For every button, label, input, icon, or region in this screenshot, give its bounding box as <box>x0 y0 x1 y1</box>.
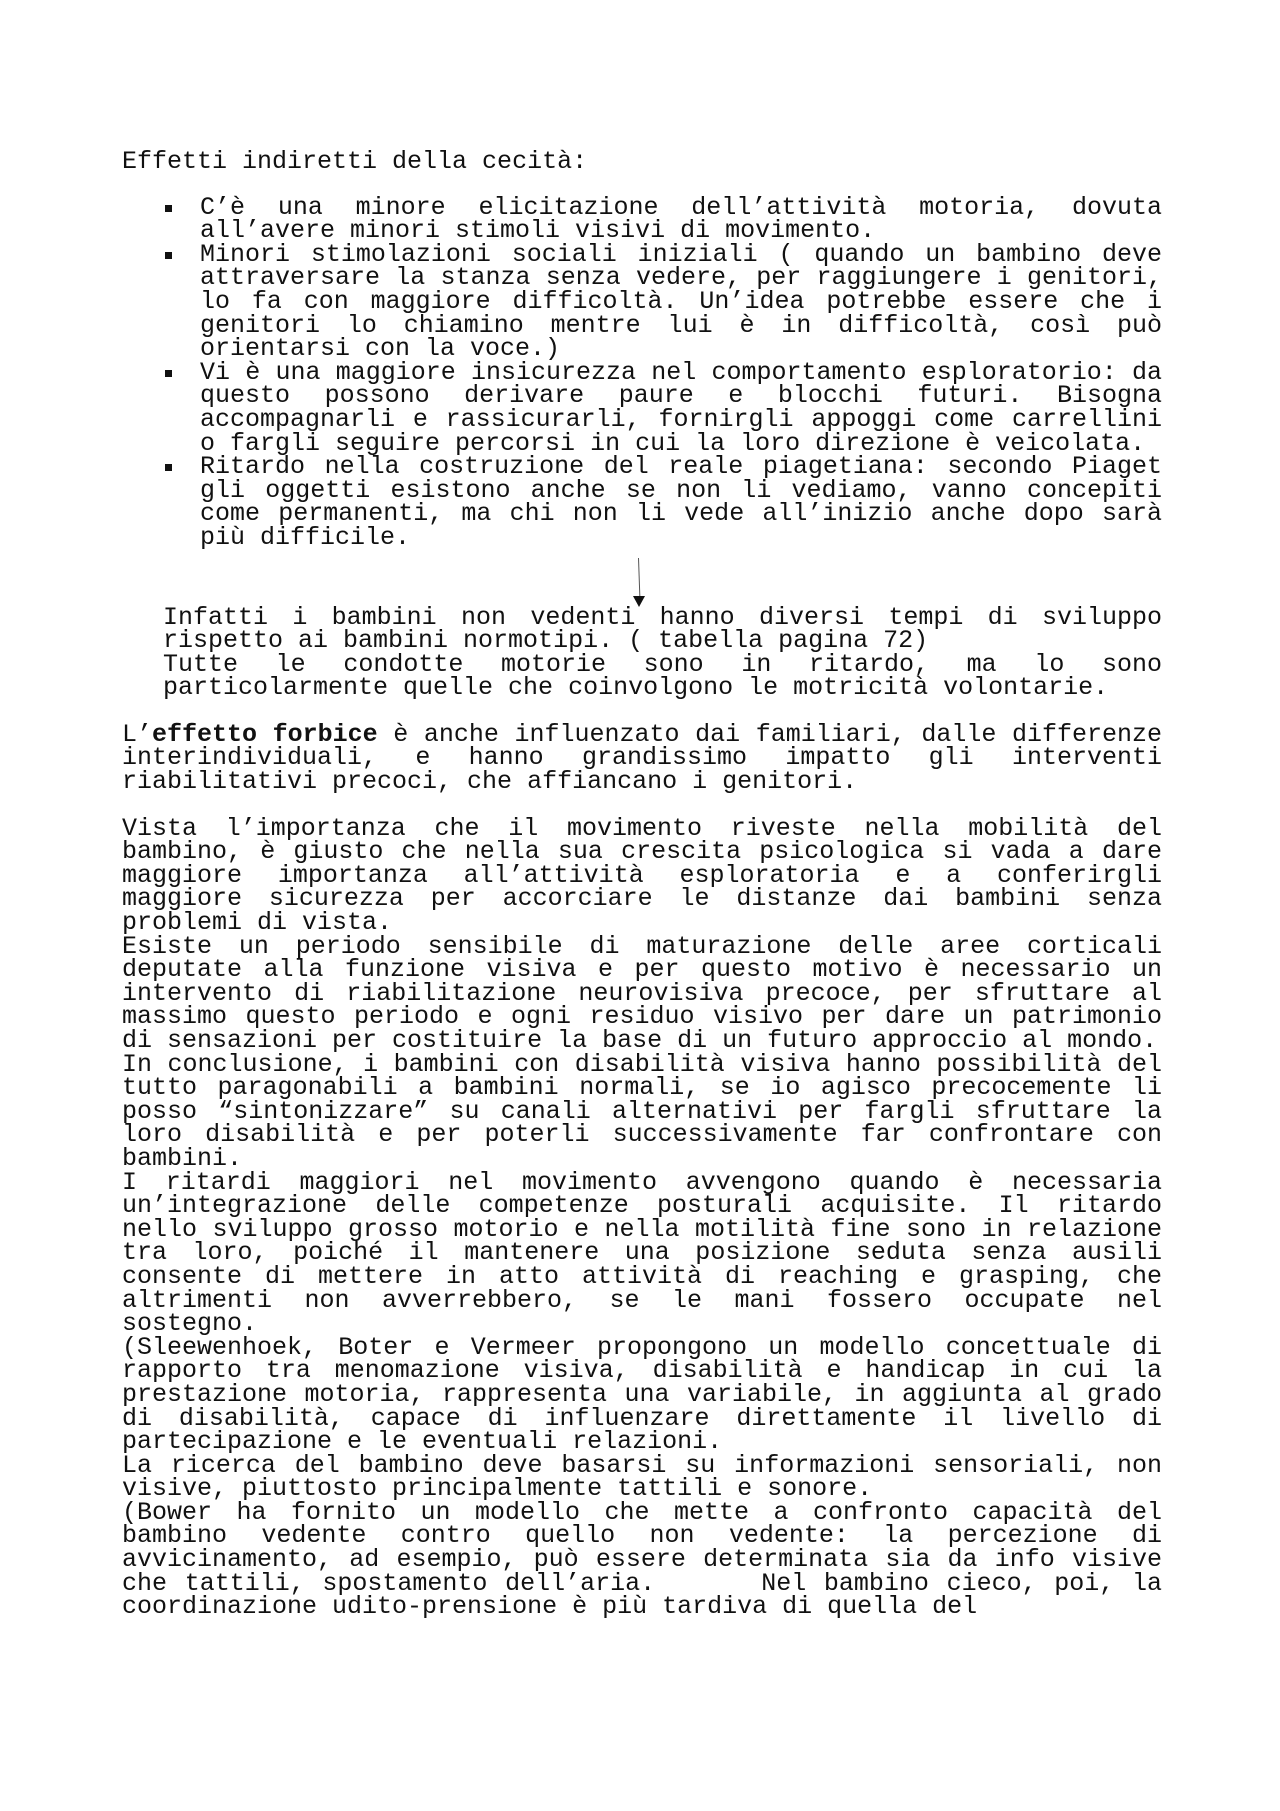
forbice-paragraph <box>122 719 1162 797</box>
indented-text: Infatti i bambini non vedenti hanno diversi tempi di sviluppo rispetto ai bambini normotipi. ( tabella pagina 72) Tutte le condotte motorie sono in ritardo, ma lo sono particolarmente quelle che coinvolgono le motricità volontarie. <box>163 602 1162 703</box>
bullet-item: C’è una minore elicitazione dell’attività motoria, dovuta all’avere minori stimoli visivi di movimento. <box>200 192 1162 246</box>
arrow-line <box>638 557 641 599</box>
forbice-rest: è anche influenzato dai familiari, dalle differenze interindividuali, e hanno grandissimo impatto gli interventi riabilitativi precoci, che affiancano i genitori. <box>122 719 1162 797</box>
paragraph: La ricerca del bambino deve basarsi su informazioni sensoriali, non visive, piuttosto principalmente tattili e sonore. <box>122 1450 1162 1504</box>
annotation-arrow <box>122 550 1162 606</box>
section-heading: Effetti indiretti della cecità: <box>122 147 588 176</box>
bullet-item: Minori stimolazioni sociali iniziali ( quando un bambino deve attraversare la stanza senza vedere, per raggiungere i genitori, lo fa con maggiore difficoltà. Un’idea potrebbe essere che i genitori lo chiamino mentre lui è in difficoltà, così può orientarsi con la voce.) <box>200 239 1162 364</box>
forbice-prefix: L’ <box>122 719 153 749</box>
paragraph: (Bower ha fornito un modello che mette a confronto capacità del bambino vedente contro quello non vedente: la percezione di avvicinamento, ad esempio, può essere determinata sia da info visive che tattili, spostamento dell’aria. Nel bambino cieco, poi, la coordinazione udito-prensione è più tardiva di quella del <box>122 1497 1178 1622</box>
paragraph: I ritardi maggiori nel movimento avvengono quando è necessaria un’integrazione delle competenze posturali acquisite. Il ritardo nello sviluppo grosso motorio e nella motilità fine sono in relazione tra loro, poiché il mantenere una posizione seduta senza ausili consente di mettere in atto attività di reaching e grasping, che altrimenti non avverrebbero, se le mani fossero occupate nel sostegno. <box>122 1167 1162 1339</box>
bullet-item: Ritardo nella costruzione del reale piagetiana: secondo Piaget gli oggetti esistono anche se non li vediamo, vanno concepiti come permanenti, ma chi non li vede all’inizio anche dopo sarà più difficile. <box>200 452 1162 552</box>
forbice-bold-term: effetto forbice <box>152 719 378 749</box>
paragraph: Vista l’importanza che il movimento riveste nella mobilità del bambino, è giusto che nella sua crescita psicologica si vada a dare maggiore importanza all’attività esploratoria e a conferirgli maggiore sicurezza per accorciare le distanze dai bambini senza problemi di vista. <box>122 813 1162 938</box>
indented-block <box>122 602 1162 703</box>
paragraph: (Sleewenhoek, Boter e Vermeer propongono un modello concettuale di rapporto tra menomazione visiva, disabilità e handicap in cui la prestazione motoria, rappresenta una variabile, in aggiunta al grado di disabilità, capace di influenzare direttamente il livello di partecipazione e le eventuali relazioni. <box>122 1332 1162 1457</box>
arrow-down-icon <box>633 596 645 607</box>
paragraph: Esiste un periodo sensibile di maturazione delle aree corticali deputate alla funzione visiva e per questo motivo è necessario un intervento di riabilitazione neurovisiva precoce, per sfruttare al massimo questo periodo e ogni residuo visivo per dare un patrimonio di sensazioni per costituire la base di un futuro approccio al mondo. <box>122 931 1162 1055</box>
paragraph: In conclusione, i bambini con disabilità visiva hanno possibilità del tutto paragonabili a bambini normali, se io agisco precocemente li posso “sintonizzare” su canali alternativi per fargli sfruttare la loro disabilità e per poterli successivamente far confrontare con bambini. <box>122 1049 1162 1173</box>
bullet-list <box>122 192 1162 552</box>
document-page <box>122 147 1178 1622</box>
bullet-item: Vi è una maggiore insicurezza nel comportamento esploratorio: da questo possono derivare paure e blocchi futuri. Bisogna accompagnarli e rassicurarli, fornirgli appoggi come carrellini o fargli seguire percorsi in cui la loro direzione è veicolata. <box>200 357 1162 458</box>
